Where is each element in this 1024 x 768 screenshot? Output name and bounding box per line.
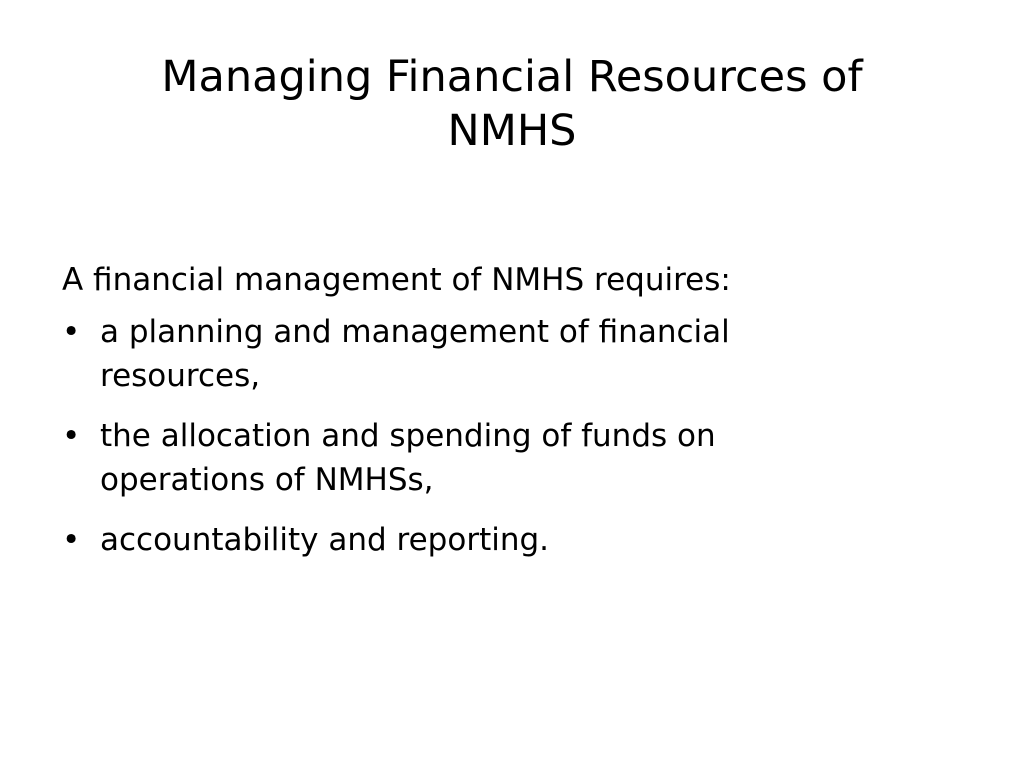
bullet-icon: • [62, 522, 81, 558]
bullet-list [62, 310, 922, 562]
bullet-icon: • [62, 418, 81, 454]
bullet-item [62, 414, 922, 502]
intro-text: A financial management of NMHS requires: [62, 262, 731, 298]
bullet-text-line: the allocation and spending of funds on [100, 418, 716, 454]
slide-title [100, 50, 924, 158]
bullet-text-line: a planning and management of financial [100, 314, 730, 350]
bullet-text-line: resources, [100, 358, 261, 394]
bullet-icon: • [62, 314, 81, 350]
bullet-item [62, 310, 922, 398]
bullet-text-line: operations of NMHSs, [100, 462, 434, 498]
bullet-item [62, 518, 922, 562]
slide-body [62, 258, 922, 578]
bullet-text-line: accountability and reporting. [100, 522, 550, 558]
title-line-1: Managing Financial Resources of [161, 52, 863, 102]
title-line-2: NMHS [447, 106, 577, 156]
